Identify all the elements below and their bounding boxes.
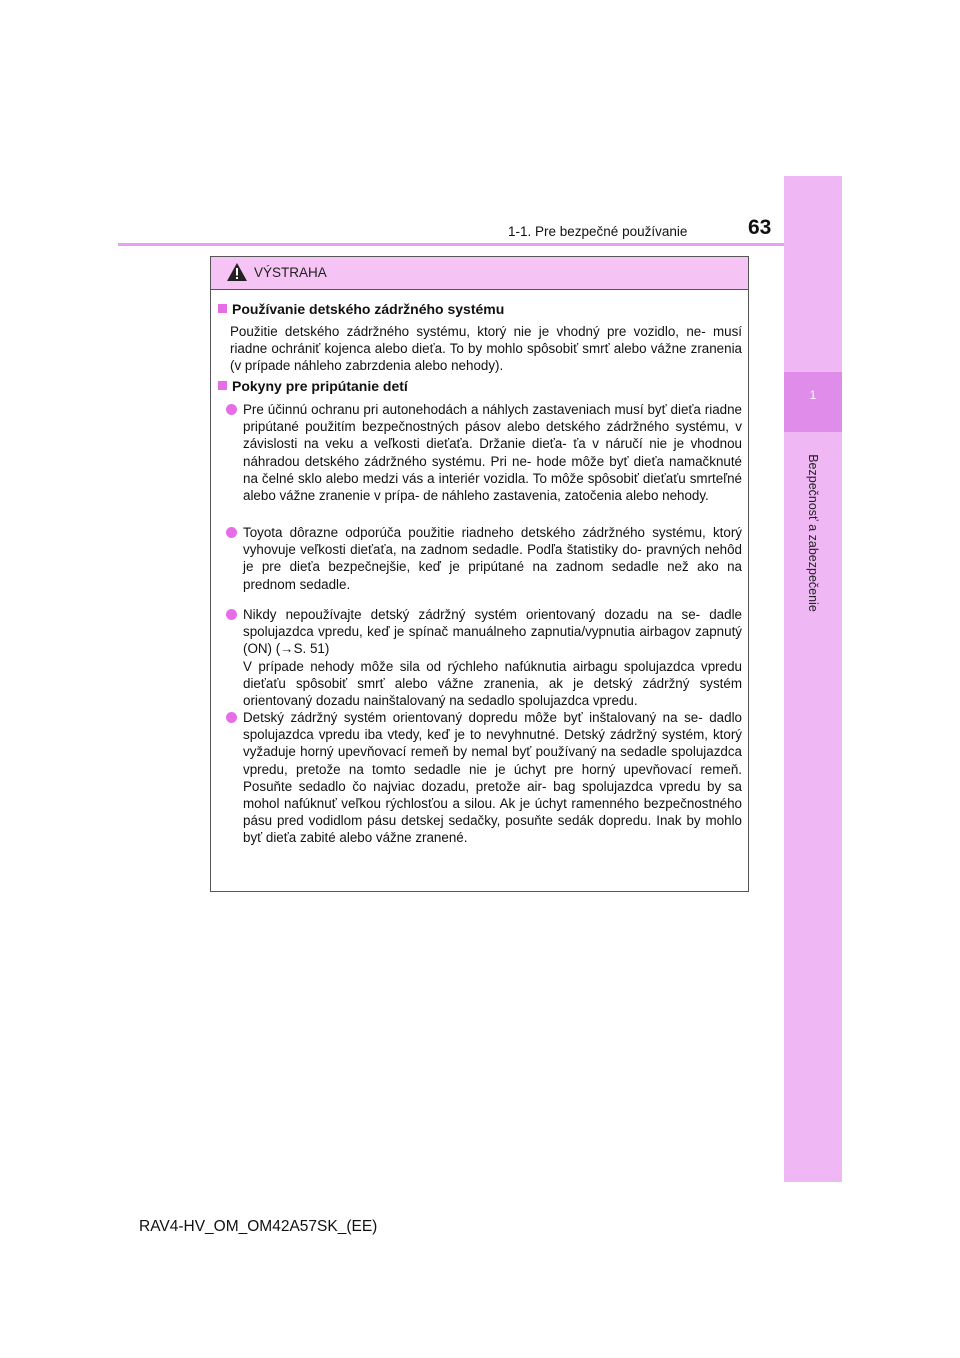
section-heading — [218, 378, 408, 394]
bullet-icon — [226, 404, 237, 415]
section-heading — [218, 301, 504, 317]
square-bullet-icon — [218, 381, 227, 390]
section-heading-text: Používanie detského zádržného systému — [232, 301, 505, 317]
page-number: 63 — [748, 216, 772, 239]
list-item — [226, 709, 742, 847]
list-item-text: Nikdy nepoužívajte detský zádržný systém orientovaný dozadu na se- dadle spolujazdca vpredu, keď je spínač manuálneho zapnutia/vypnutia airbagov zapnutý (ON) (→S. 51) V prípade nehody môže sila od rýchleho nafúknutia airbagu spolujazdca vpredu dieťaťu spôsobiť smrť alebo vážne zranenia, ak je detský zádržný systém orientovaný dozadu nainštalovaný na sedadlo spolujazdca vpredu. — [243, 607, 742, 709]
section-paragraph: Použitie detského zádržného systému, ktorý nie je vhodný pre vozidlo, ne- musí riadne ochrániť kojenca alebo dieťa. To by mohlo spôsobiť smrť alebo vážne zranenia (v prípade náhleho zabrzdenia alebo nehody). — [230, 324, 742, 374]
list-item-text: Toyota dôrazne odporúča použitie riadneho detského zádržného systému, ktorý vyhovuje veľkosti dieťaťa, na zadnom sedadle. Podľa štatistiky do- pravných nehôd je pre dieťa bezpečnejšie, keď je pripútané na zadnom sedadle než ako na prednom sedadle. — [243, 525, 742, 592]
list-item-text: Pre účinnú ochranu pri autonehodách a náhlych zastaveniach musí byť dieťa riadne pripútané použitím bezpečnostných pásov alebo detského zádržného systému, v závislosti na veku a veľkosti dieťaťa. Držanie dieťa- ťa v náručí nie je vhodnou náhradou detského zádržného systému. Pri ne- hode môže byť dieťa namačknuté na čelné sklo alebo medzi vás a interiér vozidla. To môže spôsobiť dieťaťu smrteľné alebo vážne zranenie v prípa- de náhleho zastavenia, zatočenia alebo nehody. — [243, 402, 742, 504]
header-rule — [118, 243, 784, 246]
bullet-icon — [226, 712, 237, 723]
bullet-icon — [226, 527, 237, 538]
list-item-text: Detský zádržný systém orientovaný dopredu môže byť inštalovaný na se- dadlo spolujazdca vpredu iba vtedy, keď je to nevyhnutné. Detský zádržný systém, ktorý vyžaduje horný upevňovací remeň by nemal byť používaný na sedadle spolujazdca vpredu, pretože na tomto sedadle nie je úchyt pre horný upevňovací remeň. Posuňte sedadlo čo najviac dozadu, pretože air- bag spolujazdca vpredu by sa mohol nafúknuť veľkou rýchlosťou a silou. Ak je úchyt ramenného bezpečnostného pásu pred vodidlom pásu detskej sedačky, posuňte sedák dopredu. Inak by mohlo byť dieťa zabité alebo vážne zranené. — [243, 710, 742, 846]
side-tab-active-marker — [784, 372, 842, 432]
section-title: 1-1. Pre bezpečné používanie — [508, 224, 688, 239]
warning-body — [211, 289, 748, 891]
bullet-icon — [226, 609, 237, 620]
square-bullet-icon — [218, 304, 227, 313]
list-item — [226, 401, 742, 504]
section-heading-text: Pokyny pre pripútanie detí — [232, 378, 408, 394]
chapter-number: 1 — [809, 388, 817, 402]
list-item — [226, 606, 742, 709]
list-item — [226, 524, 742, 593]
side-tab — [784, 176, 842, 1182]
warning-triangle-icon — [226, 262, 248, 282]
document-code: RAV4-HV_OM_OM42A57SK_(EE) — [139, 1218, 378, 1235]
warning-label: VÝSTRAHA — [254, 265, 327, 280]
warning-box — [210, 256, 749, 892]
chapter-title: Bezpečnosť a zabezpečenie — [806, 454, 820, 612]
warning-header — [211, 257, 748, 290]
